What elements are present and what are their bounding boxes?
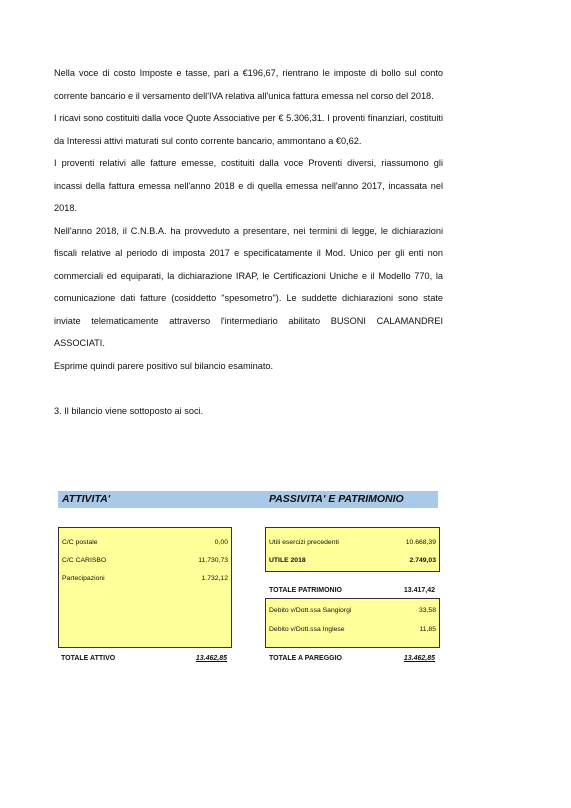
paragraph-parere: Esprime quindi parere positivo sul bilancio esaminato. xyxy=(54,360,274,371)
attivita-row: C/C postale 0,00 xyxy=(62,539,228,546)
attivita-box xyxy=(58,527,232,648)
paragraph-dichiarazioni: Nell'anno 2018, il C.N.B.A. ha provveduto a presentare, nei termini di legge, le dichiarazioni fiscali relative al periodo di imposta 2017 e specificatamente il Mod. Unico per gli enti non commerciali ed equiparati, la dichiarazione IRAP, le Certificazioni Uniche e il Modello 770, la comunicazione dati fatture (cosiddetto "spesometro"). Le suddette dichiarazioni sono state inviate telematicamente attraverso l'intermediario abilitato BUSONI CALAMANDREI ASSOCIATI. xyxy=(54,225,443,348)
debito-row: Debito v/Dott.ssa Sangiorgi 33,58 xyxy=(269,607,436,614)
paragraph-ricavi: I ricavi sono costituiti dalla voce Quote Associative per € 5.306,31. I proventi finanziari, costituiti da Interessi attivi maturati sul conto corrente bancario, ammontano a €0,62. xyxy=(54,113,443,146)
spacer xyxy=(54,377,443,400)
paragraph-bilancio-soci: 3. Il bilancio viene sottoposto ai soci. xyxy=(54,405,204,416)
patrimonio-box xyxy=(265,527,440,572)
totale-patrimonio: TOTALE PATRIMONIO 13.417,42 xyxy=(269,587,435,594)
document-body xyxy=(54,62,443,422)
debito-row: Debito v/Dott.ssa Inglese 11,85 xyxy=(269,626,436,633)
totale-pareggio: TOTALE A PAREGGIO 13.462,85 xyxy=(269,655,435,662)
totale-attivo: TOTALE ATTIVO 13.462,85 xyxy=(61,655,227,662)
attivita-row: C/C CARISBO 11.730,73 xyxy=(62,557,228,564)
paragraph-proventi: I proventi relativi alle fatture emesse, costituiti dalla voce Proventi diversi, riassumono gli incassi della fattura emessa nell'anno 2018 e di quella emessa nell'anno 2017, incassata nel 2018. xyxy=(54,158,443,213)
attivita-row: Partecipazioni 1.732,12 xyxy=(62,575,228,582)
debiti-box xyxy=(265,598,440,648)
paragraph-imposte: Nella voce di costo Imposte e tasse, pari a €196,67, rientrano le imposte di bollo sul conto corrente bancario e il versamento dell'IVA relativa all'unica fattura emessa nel corso del 2018. xyxy=(54,68,443,101)
balance-header xyxy=(58,491,438,508)
patrimonio-row: Utili esercizi precedenti 10.668,39 xyxy=(269,539,436,546)
attivita-title: ATTIVITA' xyxy=(62,493,111,505)
patrimonio-row: UTILE 2018 2.749,03 xyxy=(269,557,436,564)
passivita-title: PASSIVITA' E PATRIMONIO xyxy=(269,493,404,505)
